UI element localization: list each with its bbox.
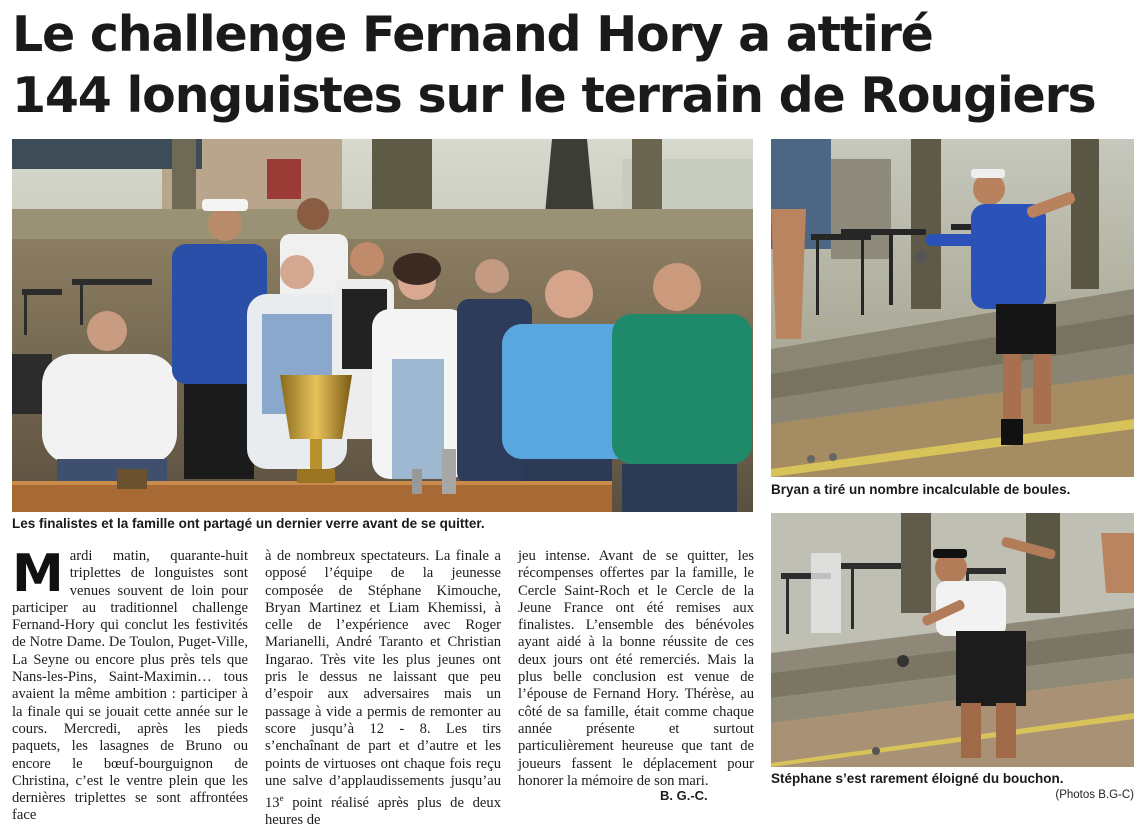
author-signature: B. G.-C. — [660, 788, 708, 803]
article-col1-text: ardi matin, quarante-huit triplettes de longuistes sont venues souvent de loin pour participer au traditionnel challenge Fernand-Hory qui conclut les festivités de Notre Dame. De Toulon, Puget-Ville, La Seyne ou encore plus près tels que Nans-les-Pins, Saint-Maximin… tous avaient la même ambition : participer à la finale qui se jouait cette année sur le cours. Mercredi, après les pieds paquets, les lasagnes de Bruno ou encore le bœuf-bourguignon de Christina, c’est le ventre plein que les dernières triplettes se sont affrontées face — [12, 548, 248, 824]
dropcap: M — [12, 544, 64, 604]
bottom-right-photo — [771, 513, 1134, 767]
article-col2-text-end: point réalisé après plus de deux heures de — [265, 795, 501, 829]
top-right-caption: Bryan a tiré un nombre incalculable de boules. — [771, 482, 1071, 497]
headline — [12, 4, 1142, 126]
superscript-e: e — [279, 793, 284, 804]
main-photo — [12, 139, 753, 512]
top-right-photo — [771, 139, 1134, 477]
main-photo-caption: Les finalistes et la famille ont partagé un dernier verre avant de se quitter. — [12, 516, 485, 531]
headline-line-2: 144 longuistes sur le terrain de Rougiers — [12, 67, 1096, 124]
article-column-3 — [518, 548, 754, 790]
photo-credit: (Photos B.G-C) — [1055, 789, 1134, 801]
article-column-2 — [265, 548, 501, 830]
article-column-1 — [12, 544, 248, 825]
bottom-right-caption: Stéphane s’est rarement éloigné du bouchon. — [771, 771, 1064, 786]
article-col3-text: jeu intense. Avant de se quitter, les récompenses offertes par la famille, le Cercle Saint-Roch et le Cercle de la Jeune France ont été remises aux finalistes. L’ensemble des bénévoles ayant aidé à la bonne réussite de ces deux jours ont été remerciés. Mais la plus belle conclusion est venue de l’épouse de Fernand Hory. Thérèse, au côté de sa famille, était comme chaque année présente et surtout particulièrement heureuse que tant de joueurs fassent le déplacement pour honorer la mémoire de son mari. — [518, 548, 754, 789]
article-col2-text: à de nombreux spectateurs. La finale a opposé l’équipe de la jeunesse composée de Stéphane Kimouche, Bryan Martinez et Liam Khemissi, à celle de l’expérience avec Roger Marianelli, André Taranto et Christian Ingarao. Très vite les plus jeunes ont pris le dessus ne laissant que peu d’espoir aux adversaires mais un passage à vide a permis de remonter au score jusqu’à 12 - 8. Les tirs s’enchaînant de part et d’autre et les points de virtuoses ont chaque fois reçu une salve d’applaudissements jusqu’au 13 — [265, 548, 501, 812]
headline-line-1: Le challenge Fernand Hory a attiré — [12, 6, 933, 63]
